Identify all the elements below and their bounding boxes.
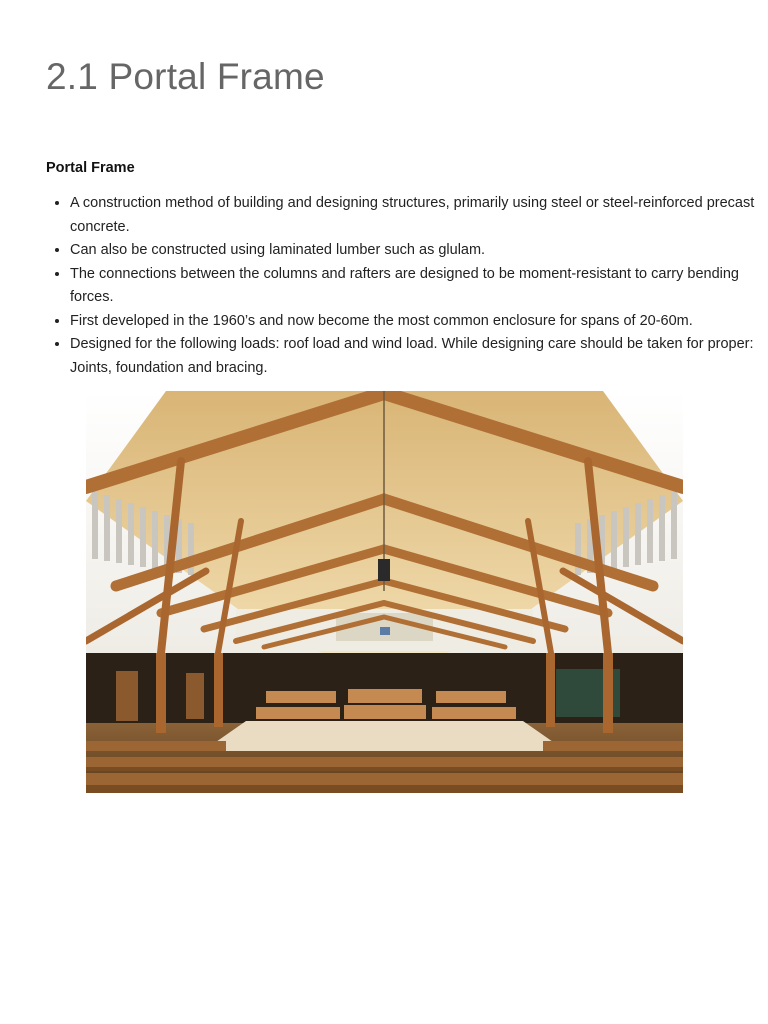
- section-heading: Portal Frame: [46, 160, 135, 176]
- list-item: • First developed in the 1960’s and now become the most common enclosure for spans of 20-60m.: [70, 310, 760, 334]
- list-item: • Designed for the following loads: roof load and wind load. While designing care should be taken for proper: Joints, foundation and bracing.: [70, 333, 760, 380]
- list-item: • The connections between the columns and rafters are designed to be moment-resistant to carry bending forces.: [70, 263, 760, 310]
- portal-frame-photo: [86, 391, 683, 793]
- list-item: • Can also be constructed using laminated lumber such as glulam.: [70, 239, 760, 263]
- bullet-list: [46, 192, 760, 380]
- page-title: 2.1 Portal Frame: [46, 56, 325, 97]
- list-item: • A construction method of building and designing structures, primarily using steel or steel-reinforced precast concrete.: [70, 192, 760, 239]
